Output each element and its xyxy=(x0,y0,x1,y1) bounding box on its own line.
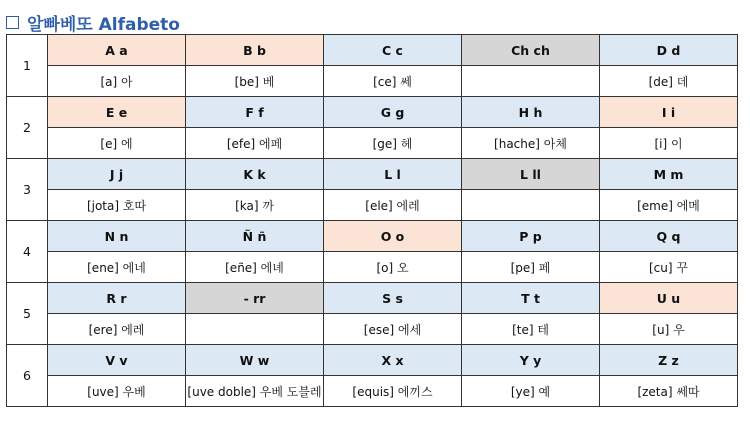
letter-cell: U u xyxy=(600,283,738,314)
pronunciation-cell xyxy=(462,190,600,221)
pronunciation-cell: [a] 아 xyxy=(48,66,186,97)
pronunciation-row xyxy=(7,128,738,159)
pronunciation-cell: [ka] 까 xyxy=(186,190,324,221)
pronunciation-cell: [u] 우 xyxy=(600,314,738,345)
pronunciation-cell: [eñe] 에녜 xyxy=(186,252,324,283)
pronunciation-cell: [pe] 페 xyxy=(462,252,600,283)
pronunciation-cell: [hache] 아체 xyxy=(462,128,600,159)
pronunciation-row xyxy=(7,190,738,221)
pronunciation-cell: [ere] 에레 xyxy=(48,314,186,345)
pronunciation-cell: [de] 데 xyxy=(600,66,738,97)
page-title xyxy=(6,11,180,33)
row-number: 2 xyxy=(7,97,48,159)
letter-cell: - rr xyxy=(186,283,324,314)
pronunciation-cell: [ye] 예 xyxy=(462,376,600,407)
letter-cell: C c xyxy=(324,35,462,66)
pronunciation-cell: [jota] 호따 xyxy=(48,190,186,221)
pronunciation-cell: [ese] 에세 xyxy=(324,314,462,345)
letter-cell: R r xyxy=(48,283,186,314)
letter-row xyxy=(7,283,738,314)
checkbox-square-icon xyxy=(6,16,19,29)
page-title-text: 알빠베또 Alfabeto xyxy=(27,14,180,35)
alphabet-table xyxy=(6,34,738,407)
letter-cell: O o xyxy=(324,221,462,252)
letter-cell: X x xyxy=(324,345,462,376)
pronunciation-cell: [equis] 에끼스 xyxy=(324,376,462,407)
pronunciation-row xyxy=(7,314,738,345)
alphabet-table-body xyxy=(7,35,738,407)
pronunciation-cell: [eme] 에메 xyxy=(600,190,738,221)
letter-cell: Q q xyxy=(600,221,738,252)
pronunciation-cell: [te] 테 xyxy=(462,314,600,345)
letter-row xyxy=(7,159,738,190)
letter-cell: E e xyxy=(48,97,186,128)
letter-cell: J j xyxy=(48,159,186,190)
letter-cell: S s xyxy=(324,283,462,314)
letter-cell: I i xyxy=(600,97,738,128)
pronunciation-row xyxy=(7,66,738,97)
letter-cell: Ñ ñ xyxy=(186,221,324,252)
row-number: 5 xyxy=(7,283,48,345)
letter-row xyxy=(7,35,738,66)
pronunciation-cell: [ge] 헤 xyxy=(324,128,462,159)
letter-cell: Ch ch xyxy=(462,35,600,66)
pronunciation-row xyxy=(7,376,738,407)
letter-cell: P p xyxy=(462,221,600,252)
letter-cell: N n xyxy=(48,221,186,252)
letter-cell: F f xyxy=(186,97,324,128)
pronunciation-cell: [be] 베 xyxy=(186,66,324,97)
pronunciation-cell: [zeta] 쎄따 xyxy=(600,376,738,407)
letter-cell: M m xyxy=(600,159,738,190)
row-number: 6 xyxy=(7,345,48,407)
letter-cell: T t xyxy=(462,283,600,314)
letter-cell: Z z xyxy=(600,345,738,376)
row-number: 3 xyxy=(7,159,48,221)
pronunciation-cell: [uve doble] 우베 도블레 xyxy=(186,376,324,407)
letter-row xyxy=(7,97,738,128)
pronunciation-cell xyxy=(462,66,600,97)
letter-cell: H h xyxy=(462,97,600,128)
pronunciation-cell: [ce] 쎄 xyxy=(324,66,462,97)
pronunciation-cell xyxy=(186,314,324,345)
letter-row xyxy=(7,345,738,376)
row-number: 4 xyxy=(7,221,48,283)
letter-cell: W w xyxy=(186,345,324,376)
letter-cell: A a xyxy=(48,35,186,66)
pronunciation-cell: [o] 오 xyxy=(324,252,462,283)
pronunciation-cell: [ele] 에레 xyxy=(324,190,462,221)
letter-cell: L l xyxy=(324,159,462,190)
pronunciation-cell: [e] 에 xyxy=(48,128,186,159)
pronunciation-row xyxy=(7,252,738,283)
letter-cell: V v xyxy=(48,345,186,376)
letter-cell: L ll xyxy=(462,159,600,190)
letter-cell: K k xyxy=(186,159,324,190)
pronunciation-cell: [efe] 에페 xyxy=(186,128,324,159)
letter-cell: G g xyxy=(324,97,462,128)
pronunciation-cell: [uve] 우베 xyxy=(48,376,186,407)
pronunciation-cell: [cu] 꾸 xyxy=(600,252,738,283)
letter-cell: B b xyxy=(186,35,324,66)
letter-row xyxy=(7,221,738,252)
letter-cell: D d xyxy=(600,35,738,66)
row-number: 1 xyxy=(7,35,48,97)
letter-cell: Y y xyxy=(462,345,600,376)
pronunciation-cell: [i] 이 xyxy=(600,128,738,159)
pronunciation-cell: [ene] 에네 xyxy=(48,252,186,283)
